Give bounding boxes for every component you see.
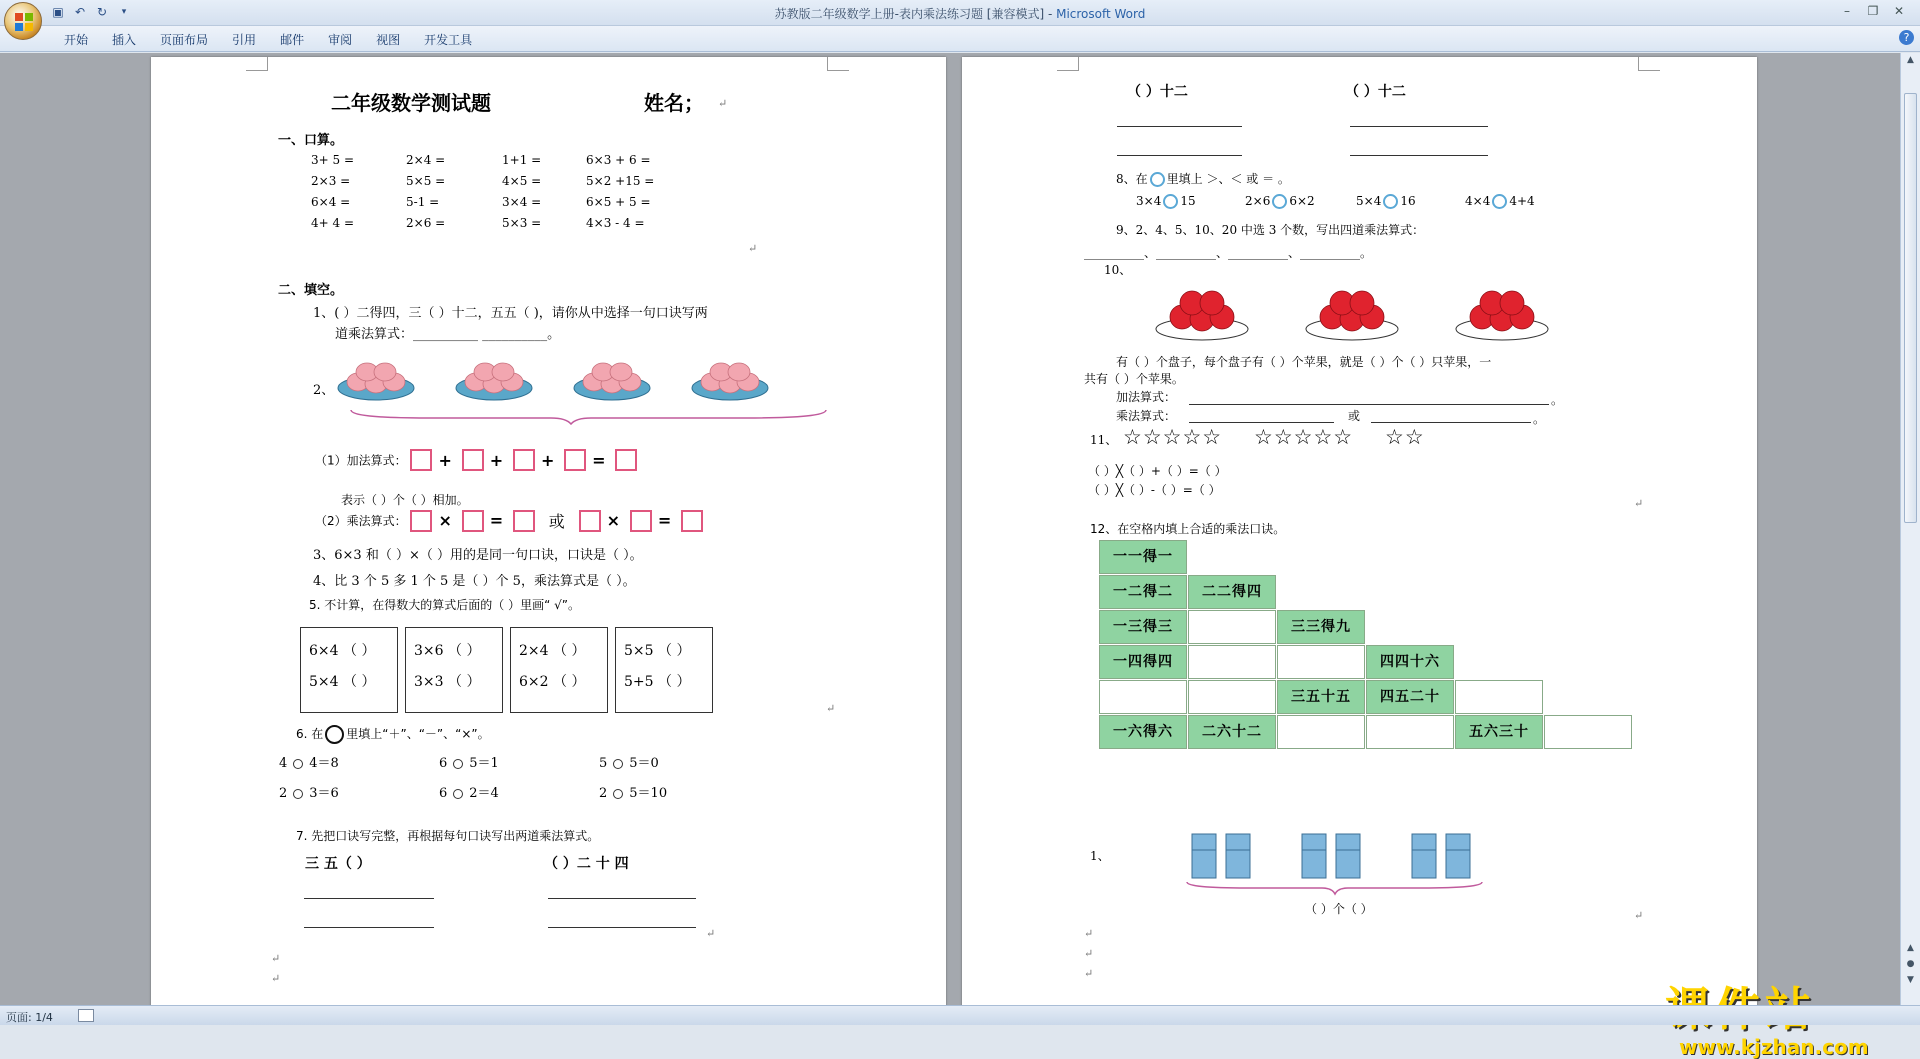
table-cell-rhyme: 一二得二	[1099, 575, 1187, 609]
stars-group-2: ☆☆☆☆☆	[1254, 425, 1354, 449]
minimize-icon[interactable]: –	[1844, 4, 1850, 18]
undo-icon[interactable]: ↶	[74, 5, 86, 19]
paragraph-mark: ↵	[271, 952, 281, 965]
question-1-line-2: 道乘法算式：__________ __________。	[335, 327, 561, 342]
page-1	[151, 57, 946, 1017]
question-6	[296, 725, 490, 744]
question-10-text-1: 有（ ）个盘子，每个盘子有（ ）个苹果，就是（ ）个（ ）只苹果，一	[1116, 355, 1492, 369]
operand: 6	[439, 786, 448, 801]
compare-circle[interactable]	[1492, 194, 1507, 209]
operand: 2	[599, 786, 608, 801]
question-3: 3、6×3 和（ ）×（ ）用的是同一句口诀，口诀是（ ）。	[313, 548, 643, 563]
answer-line	[548, 898, 696, 899]
paragraph-mark: ↵	[1084, 967, 1094, 980]
compare-expression[interactable]: 6×2 （ ）	[519, 674, 586, 690]
question-12: 12、在空格内填上合适的乘法口诀。	[1090, 522, 1286, 536]
watermark-url: www.kjzhan.com	[1679, 1035, 1869, 1059]
operator-expression	[439, 752, 499, 771]
compare-box	[615, 627, 713, 713]
answer-line	[1117, 155, 1242, 156]
question-8-suffix: 里填上 ＞、＜ 或 ＝ 。	[1166, 172, 1290, 186]
compare-left: 4×4	[1465, 194, 1491, 208]
table-cell-blank[interactable]	[1188, 680, 1276, 714]
oral-calc-item: 6×5 + 5 =	[586, 195, 651, 209]
paragraph-mark: ↵	[271, 972, 281, 985]
answer-box[interactable]	[579, 510, 601, 532]
table-cell-rhyme: 一六得六	[1099, 715, 1187, 749]
paragraph-mark: ↵	[1634, 909, 1644, 922]
browse-object-icon[interactable]: ●	[1906, 959, 1915, 969]
section-2-title: 二、填空。	[278, 283, 344, 298]
fridges-illustration	[1177, 822, 1497, 897]
table-cell-rhyme: 五六三十	[1455, 715, 1543, 749]
oral-calc-item: 2×4 =	[406, 153, 446, 167]
crop-mark	[1638, 57, 1660, 71]
period: 。	[1533, 412, 1546, 426]
table-cell-rhyme: 一三得三	[1099, 610, 1187, 644]
compare-expression[interactable]: 3×6 （ ）	[414, 643, 481, 659]
window-controls	[1834, 2, 1912, 20]
operand-result: 2＝4	[469, 786, 499, 801]
or-label: 或	[548, 512, 565, 531]
operator-expression	[279, 782, 339, 801]
ribbon-tab[interactable]: 插入	[112, 33, 137, 47]
crop-mark	[1057, 57, 1079, 71]
compare-item	[1136, 194, 1196, 209]
rhyme-b: （ ）十二	[1345, 84, 1406, 100]
oral-calc-item: 5×3 =	[502, 216, 542, 230]
oral-calc-item: 1+1 =	[502, 153, 542, 167]
question-10-mul-label: 乘法算式：	[1116, 409, 1177, 423]
table-cell-rhyme: 三五十五	[1277, 680, 1365, 714]
redo-icon[interactable]: ↻	[96, 5, 108, 19]
oral-calc-item: 4+ 4 =	[311, 216, 355, 230]
ribbon-tab[interactable]: 页面布局	[160, 33, 209, 47]
oral-calc-item: 6×3 + 6 =	[586, 153, 651, 167]
question-6-suffix: 里填上“＋”、“－”、“×”。	[346, 727, 490, 741]
oral-calc-item: 5×2 +15 =	[586, 174, 655, 188]
ribbon-tab[interactable]: 审阅	[328, 33, 353, 47]
compare-circle[interactable]	[1163, 194, 1178, 209]
paragraph-mark: ↵	[1084, 927, 1094, 940]
proofing-icon[interactable]	[78, 1009, 94, 1022]
equals-sign: =	[657, 511, 672, 530]
oral-calc-item: 4×3 - 4 =	[586, 216, 645, 230]
status-bar	[0, 1005, 1920, 1025]
close-icon[interactable]: ✕	[1893, 4, 1905, 18]
answer-line	[304, 898, 434, 899]
oral-calc-item: 5-1 =	[406, 195, 440, 209]
office-button[interactable]	[4, 2, 42, 40]
compare-right: 6×2	[1289, 194, 1315, 208]
compare-left: 5×4	[1356, 194, 1382, 208]
answer-box[interactable]	[513, 449, 535, 471]
oral-calc-item: 2×3 =	[311, 174, 351, 188]
answer-box[interactable]	[410, 510, 432, 532]
question-8	[1116, 170, 1290, 187]
operator-circle[interactable]	[613, 789, 623, 799]
answer-box[interactable]	[615, 449, 637, 471]
answer-line	[1189, 404, 1549, 405]
compare-right: 4+4	[1509, 194, 1535, 208]
operator-expression	[439, 782, 499, 801]
scroll-thumb[interactable]	[1904, 93, 1917, 523]
oral-calc-item: 4×5 =	[502, 174, 542, 188]
oral-calc-item: 6×4 =	[311, 195, 351, 209]
ribbon-tab[interactable]: 开始	[64, 33, 89, 47]
table-cell-blank[interactable]	[1188, 645, 1276, 679]
paragraph-mark: ↵	[1634, 497, 1644, 510]
paragraph-mark: ↵	[1084, 947, 1094, 960]
restore-icon[interactable]: ❐	[1867, 4, 1879, 18]
question-11-label: 11、	[1090, 433, 1118, 447]
circle-icon	[325, 725, 344, 744]
question-7-rhyme-a: 三 五（ ）	[305, 856, 371, 872]
table-cell-rhyme: 四五二十	[1366, 680, 1454, 714]
prev-page-icon[interactable]: ▲	[1907, 943, 1914, 953]
ribbon-tabs	[52, 30, 484, 49]
compare-expression[interactable]: 5×5 （ ）	[624, 643, 691, 659]
operand-result: 5＝0	[629, 756, 659, 771]
operand-result: 4＝8	[309, 756, 339, 771]
answer-box[interactable]	[410, 449, 432, 471]
stars-group-1: ☆☆☆☆☆	[1123, 425, 1223, 449]
table-cell-rhyme: 一四得四	[1099, 645, 1187, 679]
question-8-prefix: 8、在	[1116, 172, 1148, 186]
compare-box	[300, 627, 398, 713]
answer-line	[1189, 422, 1334, 423]
compare-circle[interactable]	[1272, 194, 1287, 209]
section-1-title: 一、口算。	[278, 133, 344, 148]
paragraph-mark: ↵	[706, 927, 716, 940]
crop-mark	[246, 57, 268, 71]
table-cell-blank[interactable]	[1366, 715, 1454, 749]
answer-box[interactable]	[462, 510, 484, 532]
oral-calc-item: 2×6 =	[406, 216, 446, 230]
compare-expression[interactable]: 5×4 （ ）	[309, 674, 376, 690]
operator-expression	[279, 752, 339, 771]
circle-icon	[1150, 172, 1165, 187]
answer-line	[304, 927, 434, 928]
question-11-line-1: （ ）╳（ ）+（ ）=（ ）	[1088, 464, 1227, 478]
mul-formula-label: （2）乘法算式：	[315, 514, 407, 528]
times-sign: ×	[438, 511, 452, 530]
operator-circle[interactable]	[453, 759, 463, 769]
compare-right: 16	[1400, 194, 1416, 208]
answer-box[interactable]	[681, 510, 703, 532]
paragraph-mark: ↵	[718, 97, 728, 110]
question-2-label: 2、	[313, 383, 335, 398]
ribbon	[0, 26, 1920, 52]
name-label: 姓名；	[644, 91, 704, 115]
help-icon[interactable]: ?	[1899, 30, 1914, 45]
ribbon-tab[interactable]: 邮件	[280, 33, 305, 47]
operator-circle[interactable]	[453, 789, 463, 799]
compare-right: 15	[1180, 194, 1196, 208]
question-7: 7. 先把口诀写完整，再根据每句口诀写出两道乘法算式。	[296, 829, 600, 843]
buns-plates-illustration	[336, 352, 836, 422]
ribbon-tab[interactable]: 视图	[376, 33, 401, 47]
plus-sign: +	[438, 450, 452, 470]
operator-circle[interactable]	[613, 759, 623, 769]
operand: 6	[439, 756, 448, 771]
paragraph-mark: ↵	[748, 242, 758, 255]
add-formula-row	[315, 449, 637, 471]
compare-circle[interactable]	[1383, 194, 1398, 209]
operand-result: 5＝1	[469, 756, 499, 771]
answer-box[interactable]	[513, 510, 535, 532]
table-cell-blank[interactable]	[1188, 610, 1276, 644]
compare-left: 3×4	[1136, 194, 1162, 208]
equals-sign: =	[592, 450, 606, 470]
question-9: 9、2、4、5、10、20 中选 3 个数，写出四道乘法算式：	[1116, 223, 1425, 237]
compare-item	[1356, 194, 1416, 209]
compare-box	[405, 627, 503, 713]
save-icon[interactable]: ▣	[52, 5, 64, 19]
compare-expression[interactable]: 6×4 （ ）	[309, 643, 376, 659]
oral-calc-item: 3+ 5 =	[311, 153, 355, 167]
question-9-blanks: __________、__________、__________、__________。	[1084, 246, 1373, 260]
answer-line	[1350, 126, 1488, 127]
question-10-add-label: 加法算式：	[1116, 390, 1177, 404]
document-title: 苏教版二年级数学上册-表内乘法练习题 [兼容模式] -	[774, 7, 1057, 21]
operator-circle[interactable]	[293, 759, 303, 769]
times-sign: ×	[606, 511, 621, 530]
scroll-up-icon[interactable]: ▲	[1907, 55, 1914, 65]
table-cell-blank[interactable]	[1455, 680, 1543, 714]
table-cell-rhyme: 四四十六	[1366, 645, 1454, 679]
table-cell-rhyme: 二二得四	[1188, 575, 1276, 609]
question-10-text-2: 共有（ ）个苹果。	[1084, 372, 1184, 386]
operand: 5	[599, 756, 608, 771]
question-last-label: 1、	[1090, 849, 1110, 863]
or-label: 或	[1348, 409, 1361, 423]
office-logo-icon	[14, 12, 34, 32]
next-page-icon[interactable]: ▼	[1907, 975, 1914, 985]
compare-expression[interactable]: 5+5 （ ）	[624, 674, 691, 690]
compare-item	[1245, 194, 1315, 209]
page-indicator[interactable]: 页面: 1/4	[6, 1011, 53, 1024]
compare-item	[1465, 194, 1535, 209]
question-10-label: 10、	[1104, 263, 1132, 277]
rhyme-a: （ ）十二	[1127, 84, 1188, 100]
answer-line	[1371, 422, 1531, 423]
paragraph-mark: ↵	[826, 702, 836, 715]
question-4: 4、比 3 个 5 多 1 个 5 是（ ）个 5，乘法算式是（ ）。	[313, 574, 636, 589]
period: 。	[1551, 393, 1564, 407]
question-6-prefix: 6. 在	[296, 727, 324, 741]
table-cell-blank[interactable]	[1099, 680, 1187, 714]
plus-sign: +	[540, 450, 555, 470]
question-last-caption: （ ）个（ ）	[1305, 902, 1373, 916]
question-11-line-2: （ ）╳（ ）-（ ）=（ ）	[1088, 483, 1221, 497]
answer-box[interactable]	[630, 510, 652, 532]
add-meaning: 表示（ ）个（ ）相加。	[341, 493, 469, 507]
operand-result: 3＝6	[309, 786, 339, 801]
compare-left: 2×6	[1245, 194, 1271, 208]
question-7-rhyme-b: （ ）二 十 四	[544, 856, 629, 872]
oral-calc-item: 5×5 =	[406, 174, 446, 188]
plus-sign: +	[489, 450, 504, 470]
title-bar	[0, 0, 1920, 26]
answer-box[interactable]	[564, 449, 586, 471]
answer-line	[1117, 126, 1242, 127]
answer-box[interactable]	[462, 449, 484, 471]
compare-box	[510, 627, 608, 713]
equals-sign: =	[489, 511, 504, 530]
answer-line	[548, 927, 696, 928]
stars-group-3: ☆☆	[1385, 425, 1425, 449]
table-cell-rhyme: 二六十二	[1188, 715, 1276, 749]
crop-mark	[827, 57, 849, 71]
table-cell-blank[interactable]	[1277, 645, 1365, 679]
oral-calc-item: 3×4 =	[502, 195, 542, 209]
answer-line	[1350, 155, 1488, 156]
table-cell-blank[interactable]	[1277, 715, 1365, 749]
add-formula-label: （1）加法算式：	[315, 453, 407, 468]
customize-qat-icon[interactable]: ▾	[121, 7, 127, 17]
question-5: 5. 不计算，在得数大的算式后面的（ ）里画“ √”。	[309, 598, 580, 612]
page-title: 二年级数学测试题	[331, 91, 491, 115]
operator-circle[interactable]	[293, 789, 303, 799]
app-name: Microsoft Word	[1056, 7, 1146, 21]
operand: 4	[279, 756, 288, 771]
ribbon-tab[interactable]: 开发工具	[424, 33, 473, 47]
table-cell-rhyme: 三三得九	[1277, 610, 1365, 644]
compare-expression[interactable]: 3×3 （ ）	[414, 674, 481, 690]
operator-expression	[599, 782, 667, 801]
operand-result: 5＝10	[629, 786, 668, 801]
operand: 2	[279, 786, 288, 801]
ribbon-tab[interactable]: 引用	[232, 33, 257, 47]
apple-plates-illustration	[1152, 277, 1572, 347]
compare-expression[interactable]: 2×4 （ ）	[519, 643, 586, 659]
mul-formula-row	[315, 509, 703, 532]
page-2	[962, 57, 1757, 1017]
table-cell-rhyme: 一一得一	[1099, 540, 1187, 574]
question-1-line-1: 1、( ）二得四，三（ ）十二，五五（ )，请你从中选择一句口诀写两	[313, 306, 708, 321]
window-title	[0, 5, 1920, 22]
operator-expression	[599, 752, 659, 771]
vertical-scrollbar[interactable]	[1900, 53, 1920, 1005]
table-cell-blank[interactable]	[1544, 715, 1632, 749]
